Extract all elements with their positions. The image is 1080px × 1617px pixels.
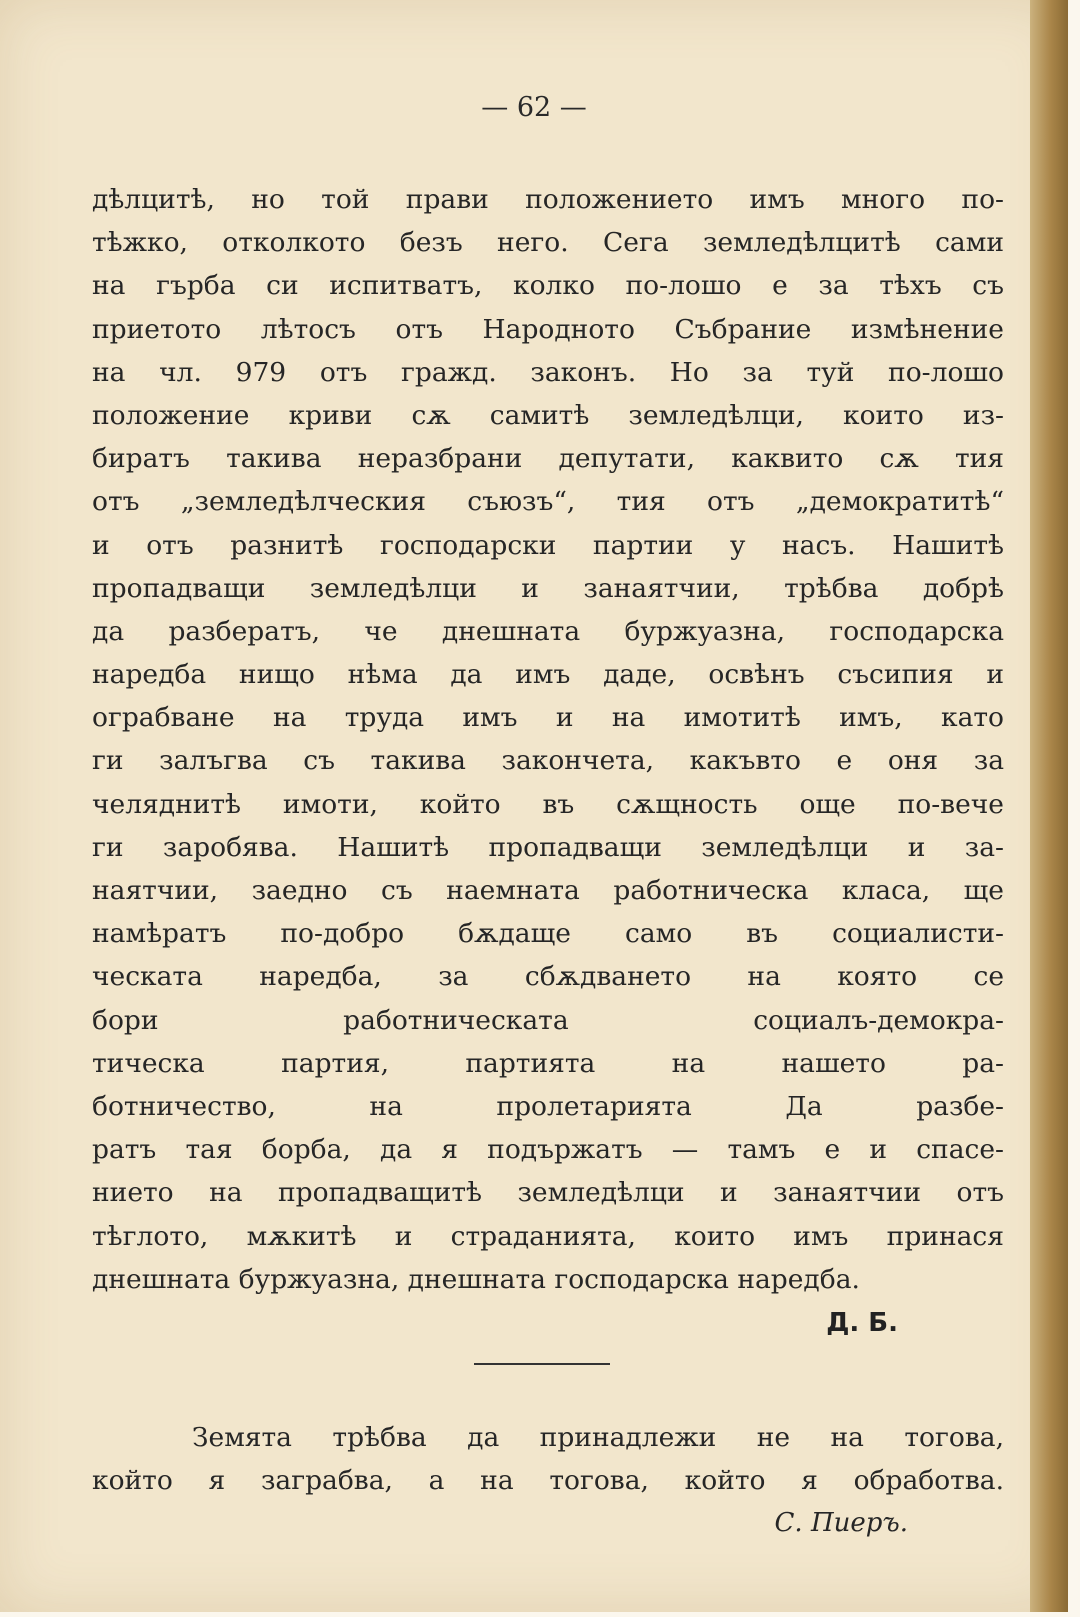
- body-line: положение криви сѫ самитѣ земледѣлци, които из-: [92, 399, 1004, 431]
- body-line: на гърба си испитватъ, колко по-лошо е за тѣхъ съ: [92, 270, 1004, 302]
- body-line: биратъ такива неразбрани депутати, каквито сѫ тия: [92, 443, 1004, 475]
- article-signature: Д. Б.: [826, 1308, 898, 1338]
- quote-line: който я заграбва, а на тогова, който я обработва.: [92, 1465, 1004, 1497]
- quote-author: С. Пиеръ.: [774, 1508, 908, 1538]
- body-line: дѣлцитѣ, но той прави положението имъ много по-: [92, 184, 1004, 215]
- body-line: да разбератъ, че днешната буржуазна, господарска: [92, 615, 1004, 647]
- body-line: приетото лѣтосъ отъ Народното Събрание измѣнение: [92, 313, 1004, 345]
- page-spine-shadow: [1030, 0, 1068, 1612]
- body-line: тѣглото, мѫкитѣ и страданията, които имъ принася: [92, 1220, 1004, 1252]
- body-line: наятчии, заедно съ наемната работническа класа, ще: [92, 875, 1004, 906]
- body-line: ги залъгва съ такива закончета, какъвто е оня за: [92, 745, 1004, 777]
- article-body: [92, 178, 1004, 1301]
- body-line: бори работническата социалъ-демокра-: [92, 1004, 1004, 1036]
- body-line: нието на пропадващитѣ земледѣлци и занаятчии отъ: [92, 1177, 1004, 1209]
- body-line: тѣжко, отколкото безъ него. Сега земледѣлцитѣ сами: [92, 227, 1004, 259]
- section-divider: [474, 1363, 610, 1365]
- quote-line: Земята трѣбва да принадлежи не на тогова,: [192, 1422, 1004, 1453]
- body-line: на чл. 979 отъ гражд. законъ. Но за туй по-лошо: [92, 356, 1004, 388]
- body-line: ботничество, на пролетарията Да разбе-: [92, 1090, 1004, 1122]
- body-line: ческата наредба, за сбѫдването на която се: [92, 961, 1004, 993]
- body-line: наредба нищо нѣма да имъ даде, освѣнъ съсипия и: [92, 659, 1004, 691]
- body-line: и отъ разнитѣ господарски партии у насъ. Нашитѣ: [92, 529, 1004, 561]
- body-line: днешната буржуазна, днешната господарска наредба.: [92, 1263, 860, 1295]
- body-line: намѣратъ по-добро бѫдаще само въ социалисти-: [92, 918, 1004, 950]
- body-line: пропадващи земледѣлци и занаятчии, трѣбва добрѣ: [92, 572, 1004, 604]
- body-line: ратъ тая борба, да я подържатъ — тамъ е и спасе-: [92, 1134, 1004, 1166]
- quote-block: [92, 1413, 1004, 1499]
- body-line: ограбване на труда имъ и на имотитѣ имъ, като: [92, 702, 1004, 734]
- body-line: ги заробява. Нашитѣ пропадващи земледѣлци и за-: [92, 831, 1004, 863]
- body-line: челяднитѣ имоти, който въ сѫщность още по-вече: [92, 788, 1004, 820]
- body-line: тическа партия, партията на нашето ра-: [92, 1047, 1004, 1079]
- body-line: отъ „земледѣлческия съюзъ“, тия отъ „демократитѣ“: [92, 486, 1004, 518]
- page-number: — 62 —: [481, 92, 587, 123]
